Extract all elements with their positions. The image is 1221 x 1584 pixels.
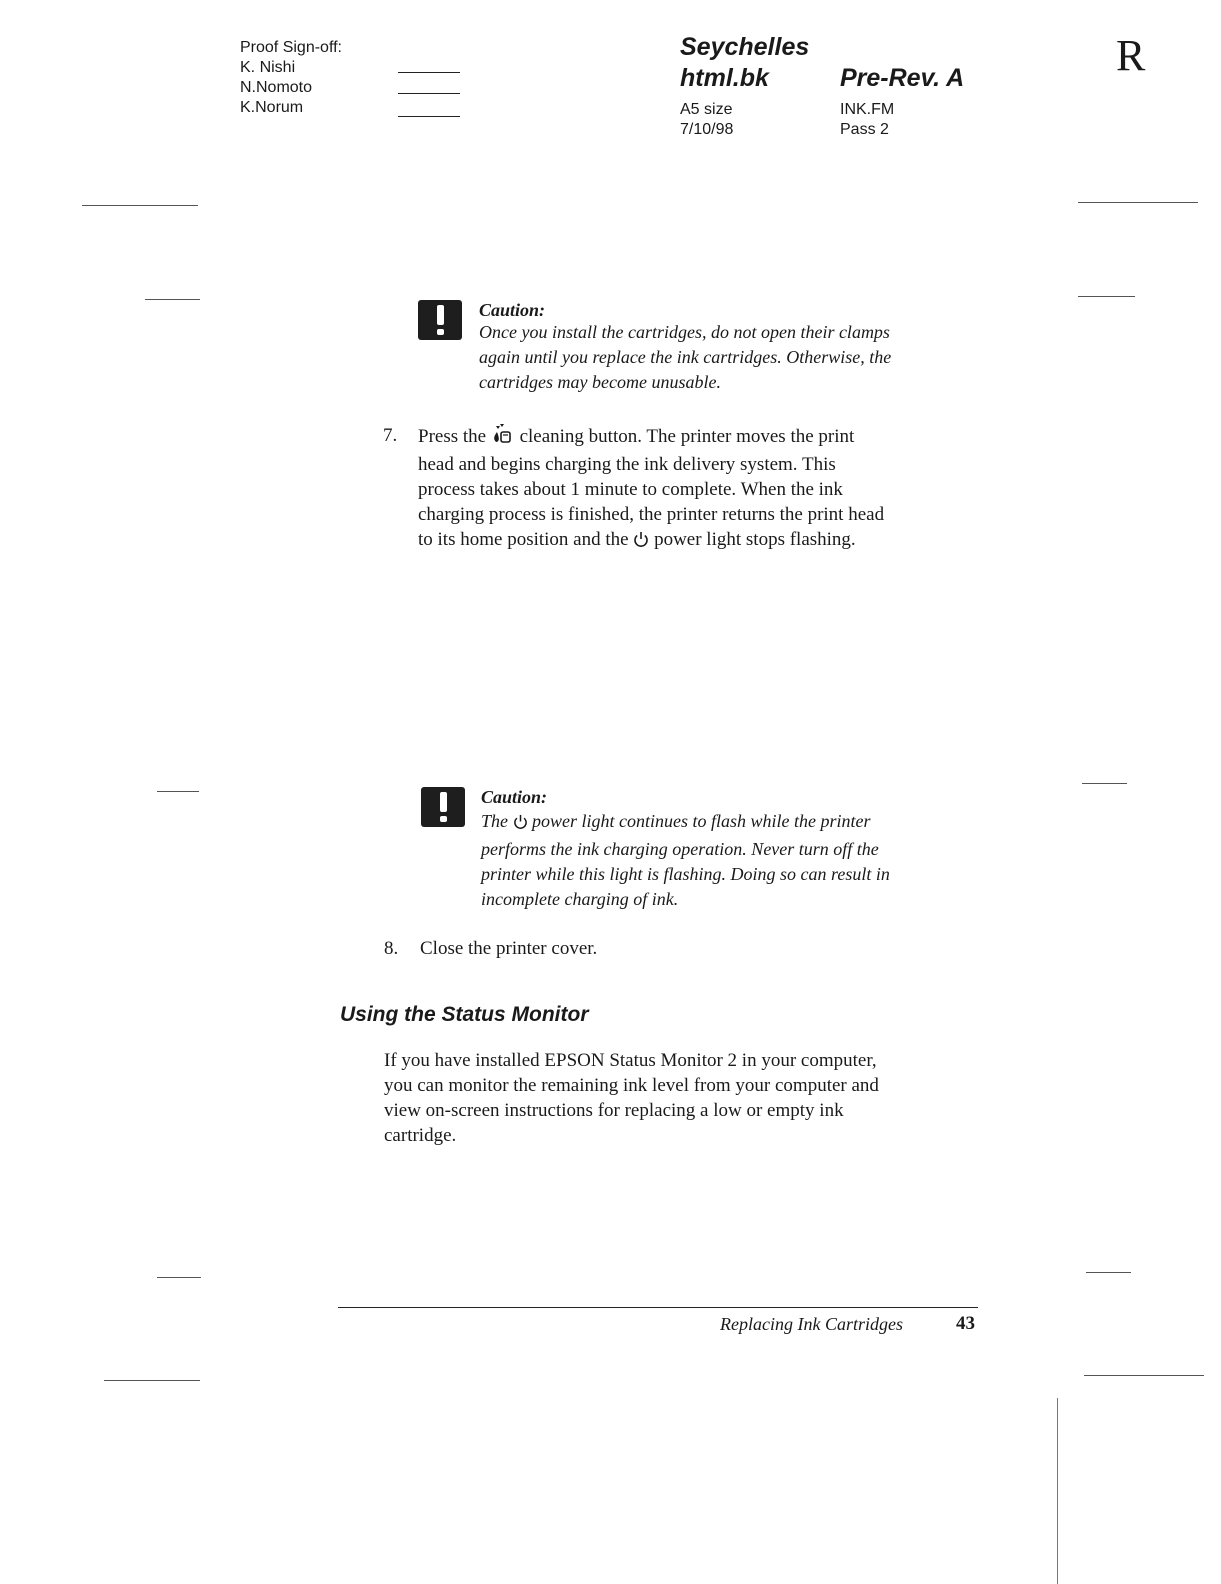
signature-line-3: [398, 116, 460, 117]
step-7-line-last: [418, 527, 978, 555]
section-paragraph: [384, 1048, 984, 1148]
caution-icon: [418, 300, 462, 340]
proof-name-2: N.Nomoto: [240, 79, 313, 96]
crop-mark-right-1: [1078, 202, 1198, 203]
caution-line: performs the ink charging operation. Never turn off the: [481, 839, 879, 859]
caution-line: Once you install the cartridges, do not open their clamps: [479, 322, 890, 342]
proof-title: Proof Sign-off:: [240, 39, 342, 56]
section-line: you can monitor the remaining ink level from your computer and: [384, 1075, 879, 1096]
caution-line: again until you replace the ink cartridges. Otherwise, the: [479, 347, 892, 367]
step-7-line-1: [418, 423, 978, 452]
signature-line-2: [398, 93, 460, 94]
power-icon: [513, 812, 528, 837]
step-8-text: Close the printer cover.: [420, 938, 598, 959]
step-7-line: process takes about 1 minute to complete. When the ink: [418, 479, 843, 500]
step-number-8: 8.: [384, 938, 399, 959]
proof-signoff: [240, 38, 342, 118]
step-7-pre: Press the: [418, 426, 487, 447]
caution-title-1: Caution:: [479, 300, 546, 320]
footer-chapter: Replacing Ink Cartridges: [720, 1314, 903, 1334]
caution-2-post: power light continues to flash while the printer: [532, 811, 871, 831]
step-7-text: [418, 423, 978, 555]
crop-mark-left-4: [157, 1277, 201, 1278]
caution-2-pre: The: [481, 811, 508, 831]
proof-date: 7/10/98: [680, 121, 734, 138]
pass-label: Pass 2: [840, 121, 889, 138]
caution-icon: [421, 787, 465, 827]
crop-mark-right-2: [1078, 296, 1135, 297]
crop-mark-right-4: [1086, 1272, 1131, 1273]
corner-letter: R: [1116, 31, 1146, 80]
section-line: cartridge.: [384, 1125, 457, 1146]
file-name: INK.FM: [840, 101, 895, 118]
footer-rule: [338, 1307, 978, 1308]
section-heading: Using the Status Monitor: [340, 1003, 589, 1026]
step-7-post: cleaning button. The printer moves the print: [519, 426, 855, 447]
proof-name-3: K.Norum: [240, 99, 304, 116]
caution-line: incomplete charging of ink.: [481, 889, 679, 909]
crop-mark-vertical: [1057, 1398, 1058, 1584]
caution-line: printer while this light is flashing. Doing so can result in: [481, 864, 890, 884]
step-7-last-post: power light stops flashing.: [654, 529, 856, 550]
crop-mark-left-3: [157, 791, 199, 792]
crop-mark-left-2: [145, 299, 200, 300]
section-line: If you have installed EPSON Status Monitor 2 in your computer,: [384, 1050, 877, 1071]
step-7-line: charging process is finished, the printer returns the print head: [418, 504, 885, 525]
caution-text-1: [479, 320, 999, 395]
section-line: view on-screen instructions for replacing a low or empty ink: [384, 1100, 844, 1121]
caution-text-2: [481, 809, 1001, 912]
step-number-7: 7.: [383, 425, 398, 446]
step-7-last-pre: to its home position and the: [418, 529, 629, 550]
page-number: 43: [956, 1313, 975, 1334]
caution-title-2: Caution:: [481, 787, 548, 807]
proof-name-1: K. Nishi: [240, 59, 296, 76]
revision-label: Pre-Rev. A: [840, 64, 965, 92]
power-icon: [633, 530, 649, 555]
ink-cleaning-icon: [491, 423, 515, 452]
step-7-line: head and begins charging the ink delivery system. This: [418, 454, 836, 475]
crop-mark-right-5: [1084, 1375, 1204, 1376]
caution-line: cartridges may become unusable.: [479, 372, 721, 392]
crop-mark-left-5: [104, 1380, 200, 1381]
book-name: html.bk: [680, 64, 769, 92]
caution-2-line-1: [481, 809, 1001, 837]
signature-line-1: [398, 72, 460, 73]
project-title: Seychelles: [680, 33, 810, 61]
page-size: A5 size: [680, 101, 733, 118]
crop-mark-left-1: [82, 205, 198, 206]
crop-mark-right-3: [1082, 783, 1127, 784]
